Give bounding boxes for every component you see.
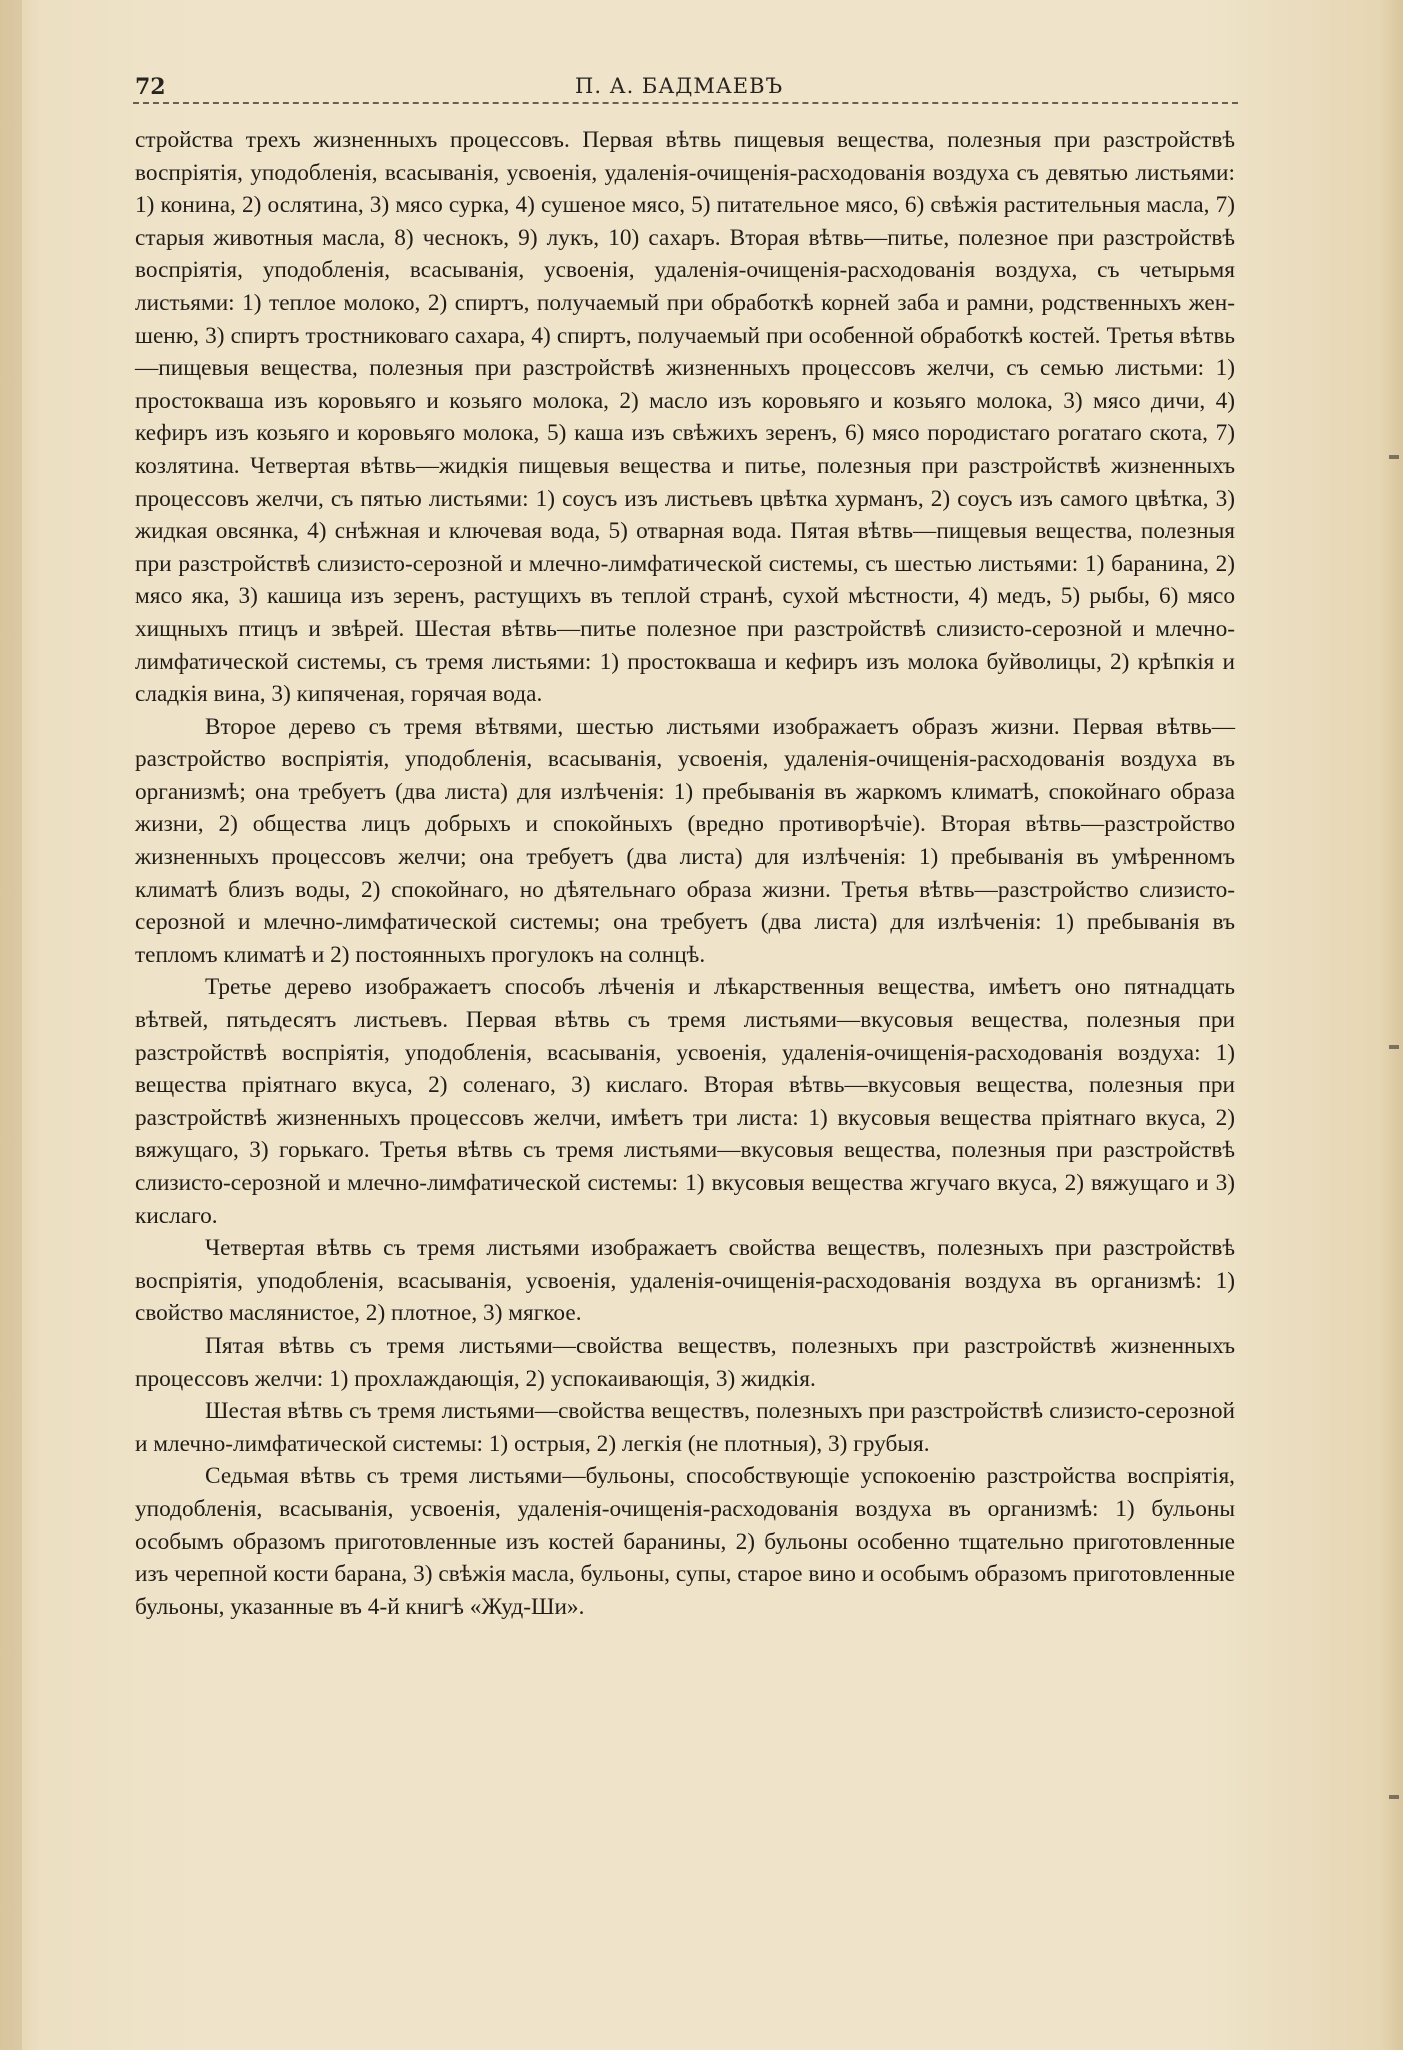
running-title: П. А. БАДМАЕВЪ	[575, 74, 784, 98]
paragraph-4: Четвертая вѣтвь съ тремя листьями изображаетъ свойства веществъ, полезныхъ при разстройствѣ воспріятія, уподобленія, всасыванія, усвоенія, удаленія-очищенія-расходованія воздуха въ организмѣ: 1) свойство маслянистое, 2) плотное, 3) мягкое.	[135, 1235, 1235, 1327]
edge-mark	[1389, 1045, 1399, 1049]
paragraph-6: Шестая вѣтвь съ тремя листьями—свойства веществъ, полезныхъ при разстройствѣ слизисто-серозной и млечно-лимфатической системы: 1) острыя, 2) легкія (не плотныя), 3) грубыя.	[135, 1398, 1235, 1457]
edge-mark	[1389, 455, 1399, 459]
paragraph-7: Седьмая вѣтвь съ тремя листьями—бульоны, способствующіе успокоенію разстройства воспріятія, уподобленія, всасыванія, усвоенія, удаленія-очищенія-расходованія воздуха въ организмѣ: 1) бульоны особымъ образомъ приготовленные изъ костей баранины, 2) бульоны особенно тщательно приготовленные изъ черепной кости барана, 3) свѣжія масла, бульоны, супы, старое вино и особымъ образомъ приготовленные бульоны, указанные въ 4-й книгѣ «Жуд-Ши».	[135, 1463, 1235, 1620]
paragraph-1: стройства трехъ жизненныхъ процессовъ. Первая вѣтвь пищевыя вещества, полезныя при разстройствѣ воспріятія, уподобленія, всасыванія, усвоенія, удаленія-очищенія-расходованія воздуха съ девятью листьями: 1) конина, 2) ослятина, 3) мясо сурка, 4) сушеное мясо, 5) питательное мясо, 6) свѣжія растительныя масла, 7) старыя животныя масла, 8) чеснокъ, 9) лукъ, 10) сахаръ. Вторая вѣтвь—питье, полезное при разстройствѣ воспріятія, уподобленія, всасыванія, усвоенія, удаленія-очищенія-расходованія воздуха, съ четырьмя листьями: 1) теплое молоко, 2) спиртъ, получаемый при обработкѣ корней заба и рамни, родственныхъ жен-шеню, 3) спиртъ тростниковаго сахара, 4) спиртъ, получаемый при особенной обработкѣ костей. Третья вѣтвь—пищевыя вещества, полезныя при разстройствѣ жизненныхъ процессовъ желчи, съ семью листьми: 1) простокваша изъ коровьяго и козьяго молока, 2) масло изъ коровьяго и козьяго молока, 3) мясо дичи, 4) кефиръ изъ козьяго и коровьяго молока, 5) каша изъ свѣжихъ зеренъ, 6) мясо породистаго рогатаго скота, 7) козлятина. Четвертая вѣтвь—жидкія пищевыя вещества и питье, полезныя при разстройствѣ жизненныхъ процессовъ желчи, съ пятью листьями: 1) соусъ изъ листьевъ цвѣтка хурманъ, 2) соусъ изъ самого цвѣтка, 3) жидкая овсянка, 4) снѣжная и ключевая вода, 5) отварная вода. Пятая вѣтвь—пищевыя вещества, полезныя при разстройствѣ слизисто-серозной и млечно-лимфатической системы, съ шестью листьями: 1) баранина, 2) мясо яка, 3) кашица изъ зеренъ, растущихъ въ теплой странѣ, сухой мѣстности, 4) медъ, 5) рыбы, 6) мясо хищныхъ птицъ и звѣрей. Шестая вѣтвь—питье полезное при разстройствѣ слизисто-серозной и млечно-лимфатической системы, съ тремя листьями: 1) простокваша и кефиръ изъ молока буйволицы, 2) крѣпкія и сладкія вина, 3) кипяченая, горячая вода.	[135, 127, 1235, 708]
page-number: 72	[135, 74, 166, 100]
edge-mark	[1389, 1795, 1399, 1799]
paragraph-5: Пятая вѣтвь съ тремя листьями—свойства веществъ, полезныхъ при разстройствѣ жизненныхъ процессовъ желчи: 1) прохлаждающія, 2) успокаивающія, 3) жидкія.	[135, 1332, 1235, 1392]
page-edge-shadow	[0, 0, 22, 2050]
header-rule	[133, 102, 1238, 110]
running-head	[135, 70, 1235, 106]
paragraph-3: Третье дерево изображаетъ способъ лѣченія и лѣкарственныя вещества, имѣетъ оно пятнадцать вѣтвей, пятьдесятъ листьевъ. Первая вѣтвь съ тремя листьями—вкусовыя вещества, полезныя при разстройствѣ воспріятія, уподобленія, всасыванія, усвоенія, удаленія-очищенія-расходованія воздуха: 1) вещества пріятнаго вкуса, 2) соленаго, 3) кислаго. Вторая вѣтвь—вкусовыя вещества, полезныя при разстройствѣ жизненныхъ процессовъ желчи, имѣетъ три листа: 1) вкусовыя вещества пріятнаго вкуса, 2) вяжущаго, 3) горькаго. Третья вѣтвь съ тремя листьями—вкусовыя вещества, полезныя при разстройствѣ слизисто-серозной и млечно-лимфатической системы: 1) вкусовыя вещества жгучаго вкуса, 2) вяжущаго и 3) кислаго.	[135, 974, 1235, 1229]
paragraph-2: Второе дерево съ тремя вѣтвями, шестью листьями изображаетъ образъ жизни. Первая вѣтвь—разстройство воспріятія, уподобленія, всасыванія, усвоенія, удаленія-очищенія-расходованія воздуха въ организмѣ; она требуетъ (два листа) для излѣченія: 1) пребыванія въ жаркомъ климатѣ, спокойнаго образа жизни, 2) общества лицъ добрыхъ и спокойныхъ (вредно противорѣчіе). Вторая вѣтвь—разстройство жизненныхъ процессовъ желчи; она требуетъ (два листа) для излѣченія: 1) пребыванія въ умѣренномъ климатѣ близъ воды, 2) спокойнаго, но дѣятельнаго образа жизни. Третья вѣтвь—разстройство слизисто-серозной и млечно-лимфатической системы; она требуетъ (два листа) для излѣченія: 1) пребыванія въ тепломъ климатѣ и 2) постоянныхъ прогулокъ на солнцѣ.	[135, 713, 1235, 968]
body-text	[135, 124, 1235, 1623]
